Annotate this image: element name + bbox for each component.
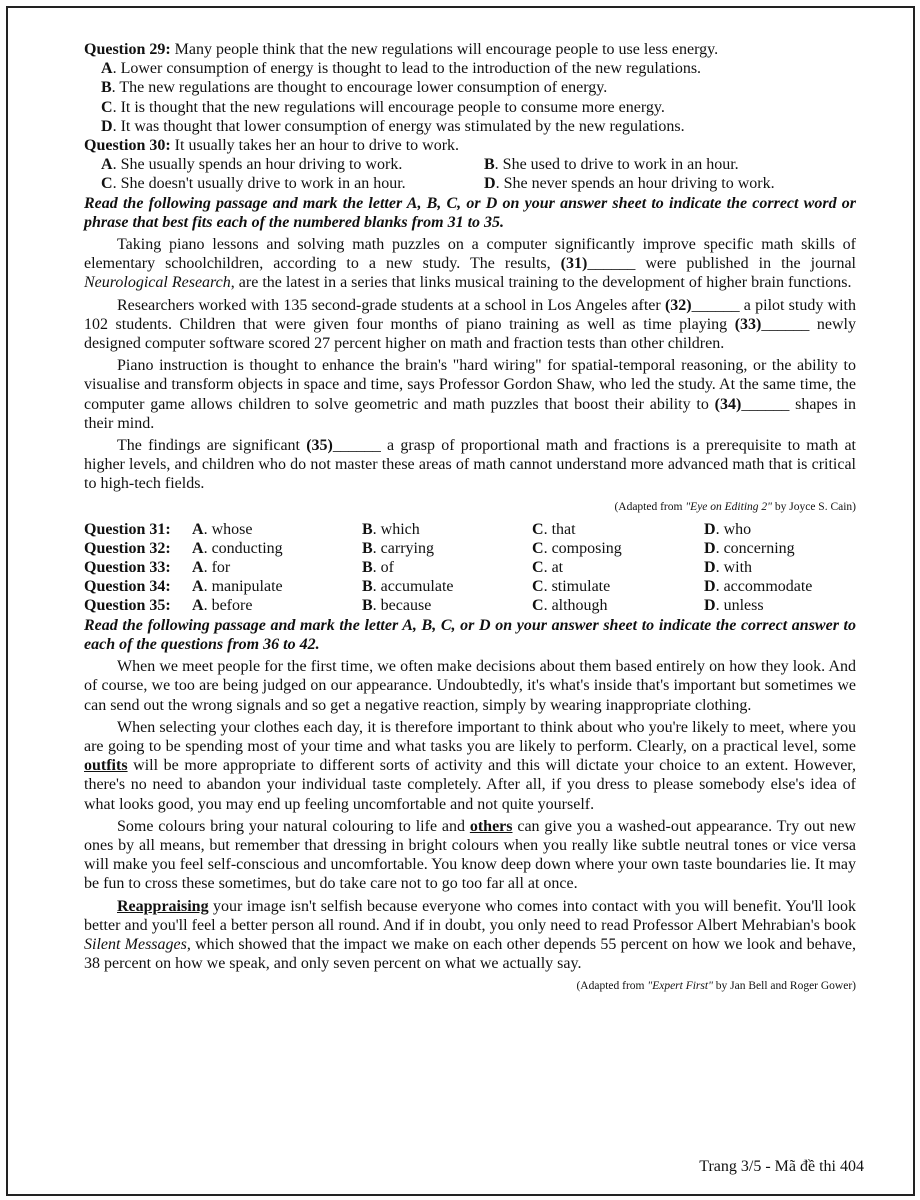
option-29-b [84, 78, 856, 97]
question-label: Question 35: [84, 597, 171, 615]
text: Piano instruction is thought to enhance the brain's "hard wiring" for spatial-temporal reasoning, or the ability to visualise and transform objects in space and time, says Professor Gordon Shaw, who led the study. At the same time, the computer game allows children to solve geometric and math puzzles that boost their ability to [84, 357, 856, 413]
text: When we meet people for the first time, we often make decisions about them based entirely on how they look. And of course, we too are being judged on our appearance. Undoubtedly, it's what's inside that's important but sometimes we can send out the wrong signals and so get a negative reaction, simply by wearing inappropriate clothing. [84, 658, 856, 714]
option-c: that [551, 520, 576, 538]
passage2-paragraph-2 [84, 718, 856, 814]
instruction-36-42: Read the following passage and mark the letter A, B, C, or D on your answer sheet to indicate the correct answer to each of the questions from 36 to 42. [84, 616, 856, 653]
exam-page-content [84, 40, 856, 993]
option-d: who [723, 520, 752, 538]
question-label: Question 32: [84, 539, 171, 557]
option-letter: A [101, 60, 113, 78]
option-c: although [551, 597, 608, 615]
underlined-word-reappraising: Reappraising [117, 897, 209, 915]
option-b: carrying [380, 539, 434, 557]
option-text: . It is thought that the new regulations will encourage people to consume more energy. [112, 98, 665, 116]
text: your image isn't selfish because everyone who comes into contact with you will benefit. You'll look better and you'll feel a better person all round. And if in doubt, you only need to read Professor Albert Mehrabian's book [84, 897, 856, 934]
option-a: conducting [211, 539, 283, 557]
answer-row-33: Question 33: A. for B. of C. at D. with [84, 559, 753, 577]
option-text: . The new regulations are thought to encourage lower consumption of energy. [111, 79, 608, 97]
text: were published in the journal [635, 255, 856, 273]
text: a grasp of proportional math and fractions is a prerequisite to math at higher levels, and children who do not master these areas of math cannot understand more advanced math that is critical to high-tech fields. [84, 437, 857, 493]
question-30 [84, 136, 856, 155]
option-d: with [723, 559, 753, 577]
journal-name: Neurological Research [84, 274, 231, 292]
passage1-paragraph-1 [84, 235, 856, 293]
text: Researchers worked with 135 second-grade students at a school in Los Angeles after [117, 296, 665, 314]
option-letter: A [101, 156, 113, 174]
option-letter: D [484, 175, 496, 193]
option-letter: B [101, 79, 112, 97]
option-29-a [84, 59, 856, 78]
source-title: "Eye on Editing 2" [685, 500, 772, 513]
option-text: . She used to drive to work in an hour. [494, 156, 739, 174]
option-letter: C [101, 175, 113, 193]
option-29-d [84, 117, 856, 136]
option-a: before [211, 597, 253, 615]
passage1-paragraph-2 [84, 296, 856, 354]
instruction-31-35: Read the following passage and mark the letter A, B, C, or D on your answer sheet to indicate the correct word or phrase that best fits each of the numbered blanks from 31 to 35. [84, 194, 856, 231]
text: a pilot study with 102 students. Children that were given four months of piano training as well as time playing [84, 296, 856, 333]
blank-line: ______ [587, 255, 636, 273]
question-label: Question 30: [84, 137, 171, 155]
option-text: . She usually spends an hour driving to work. [112, 156, 403, 174]
source-title: "Expert First" [647, 980, 713, 993]
option-text: . She doesn't usually drive to work in an hour. [112, 175, 406, 193]
passage2-paragraph-3 [84, 817, 856, 894]
text: The findings are significant [117, 437, 307, 455]
option-b: of [380, 559, 394, 577]
option-text: . It was thought that lower consumption of energy was stimulated by the new regulations. [112, 117, 685, 135]
answer-row-32: Question 32: A. conducting B. carrying C. composing D. concerning [84, 539, 795, 557]
blank-line: ______ [741, 395, 790, 413]
passage2-source [84, 979, 856, 993]
option-d: unless [723, 597, 764, 615]
option-a: for [211, 559, 231, 577]
option-30-c [101, 174, 484, 193]
text: by Joyce S. Cain) [771, 500, 856, 513]
page-footer: Trang 3/5 - Mã đề thi 404 [699, 1158, 864, 1175]
option-30-a [101, 155, 484, 174]
options-30-row1 [84, 155, 856, 174]
passage1-paragraph-4 [84, 436, 856, 494]
question-label: Question 34: [84, 578, 171, 596]
option-b: because [380, 597, 432, 615]
question-stem: It usually takes her an hour to drive to work. [170, 137, 460, 155]
passage1-paragraph-3 [84, 356, 856, 433]
option-b: which [380, 520, 420, 538]
text: Taking piano lessons and solving math puzzles on a computer significantly improve specific math skills of elementary schoolchildren, according to a new study. The results, [84, 236, 856, 273]
answer-row-35: Question 35: A. before B. because C. although D. unless [84, 597, 764, 615]
option-b: accumulate [380, 578, 454, 596]
question-stem: Many people think that the new regulations will encourage people to use less energy. [170, 41, 719, 58]
option-text: . She never spends an hour driving to work. [495, 175, 775, 193]
question-label: Question 31: [84, 520, 171, 538]
blank-number-35: (35) [306, 437, 333, 455]
option-text: . Lower consumption of energy is thought to lead to the introduction of the new regulations. [112, 60, 702, 78]
option-a: manipulate [211, 578, 283, 596]
blank-number-34: (34) [714, 395, 742, 413]
option-30-b [484, 155, 739, 174]
text: newly designed computer software scored 27 percent higher on math and fraction tests than other children. [84, 315, 856, 353]
question-label: Question 29: [84, 41, 171, 58]
options-30-row2 [84, 174, 856, 193]
text: can give you a washed-out appearance. Try out new ones by all means, but remember that dressing in bright colours when you really like subtle neutral tones or vice versa will make you feel self-conscious and uncomfortable. You know deep down where your own taste boundaries lie. It may be fun to cross these sometimes, but do take care not to go too far all at once. [84, 817, 856, 893]
option-a: whose [211, 520, 253, 538]
book-title: Silent Messages [84, 935, 187, 953]
passage1-source [84, 500, 856, 514]
text: When selecting your clothes each day, it is therefore important to think about who you're likely to meet, where you are going to be spending most of your time and what tasks you are likely to perform. Clearly, on a practical level, some [84, 718, 856, 755]
option-letter: D [101, 117, 113, 135]
underlined-word-outfits: outfits [84, 757, 128, 775]
text: , are the latest in a series that links musical training to the development of higher brain functions. [230, 274, 852, 292]
option-d: accommodate [723, 578, 813, 596]
blank-number-33: (33) [734, 315, 762, 333]
passage2-paragraph-4 [84, 897, 856, 974]
blank-line: ______ [691, 296, 740, 314]
question-29 [84, 40, 856, 59]
option-letter: C [101, 98, 113, 116]
text: Some colours bring your natural colouring to life and [117, 817, 470, 835]
option-30-d [484, 174, 775, 193]
text: (Adapted from [614, 500, 686, 513]
text: (Adapted from [576, 980, 648, 993]
option-letter: B [484, 156, 495, 174]
option-29-c [84, 98, 856, 117]
option-c: stimulate [551, 578, 611, 596]
blank-line: ______ [332, 437, 381, 455]
underlined-word-others: others [469, 817, 513, 835]
option-c: composing [551, 539, 622, 557]
blank-number-31: (31) [560, 255, 588, 273]
question-label: Question 33: [84, 559, 171, 577]
text: will be more appropriate to different sorts of activity and this will dictate your choice to an extent. However, there's no need to abandon your individual taste completely. After all, if you dress to please somebody else's idea of what looks good, you may end up feeling uncomfortable and not quite yourself. [84, 757, 856, 813]
text: shapes in their mind. [84, 395, 856, 432]
option-c: at [551, 559, 564, 577]
text: by Jan Bell and Roger Gower) [712, 980, 856, 993]
answer-row-34: Question 34: A. manipulate B. accumulate C. stimulate D. accommodate [84, 578, 813, 596]
option-d: concerning [723, 539, 795, 557]
passage2-paragraph-1 [84, 657, 856, 715]
blank-number-32: (32) [664, 296, 692, 314]
blank-line: ______ [761, 315, 810, 333]
answer-row-31: Question 31: A. whose B. which C. that D. who [84, 520, 752, 538]
text: , which showed that the impact we make on each other depends 55 percent on how we look and behave, 38 percent on how we speak, and only seven percent on what we actually say. [84, 935, 856, 973]
